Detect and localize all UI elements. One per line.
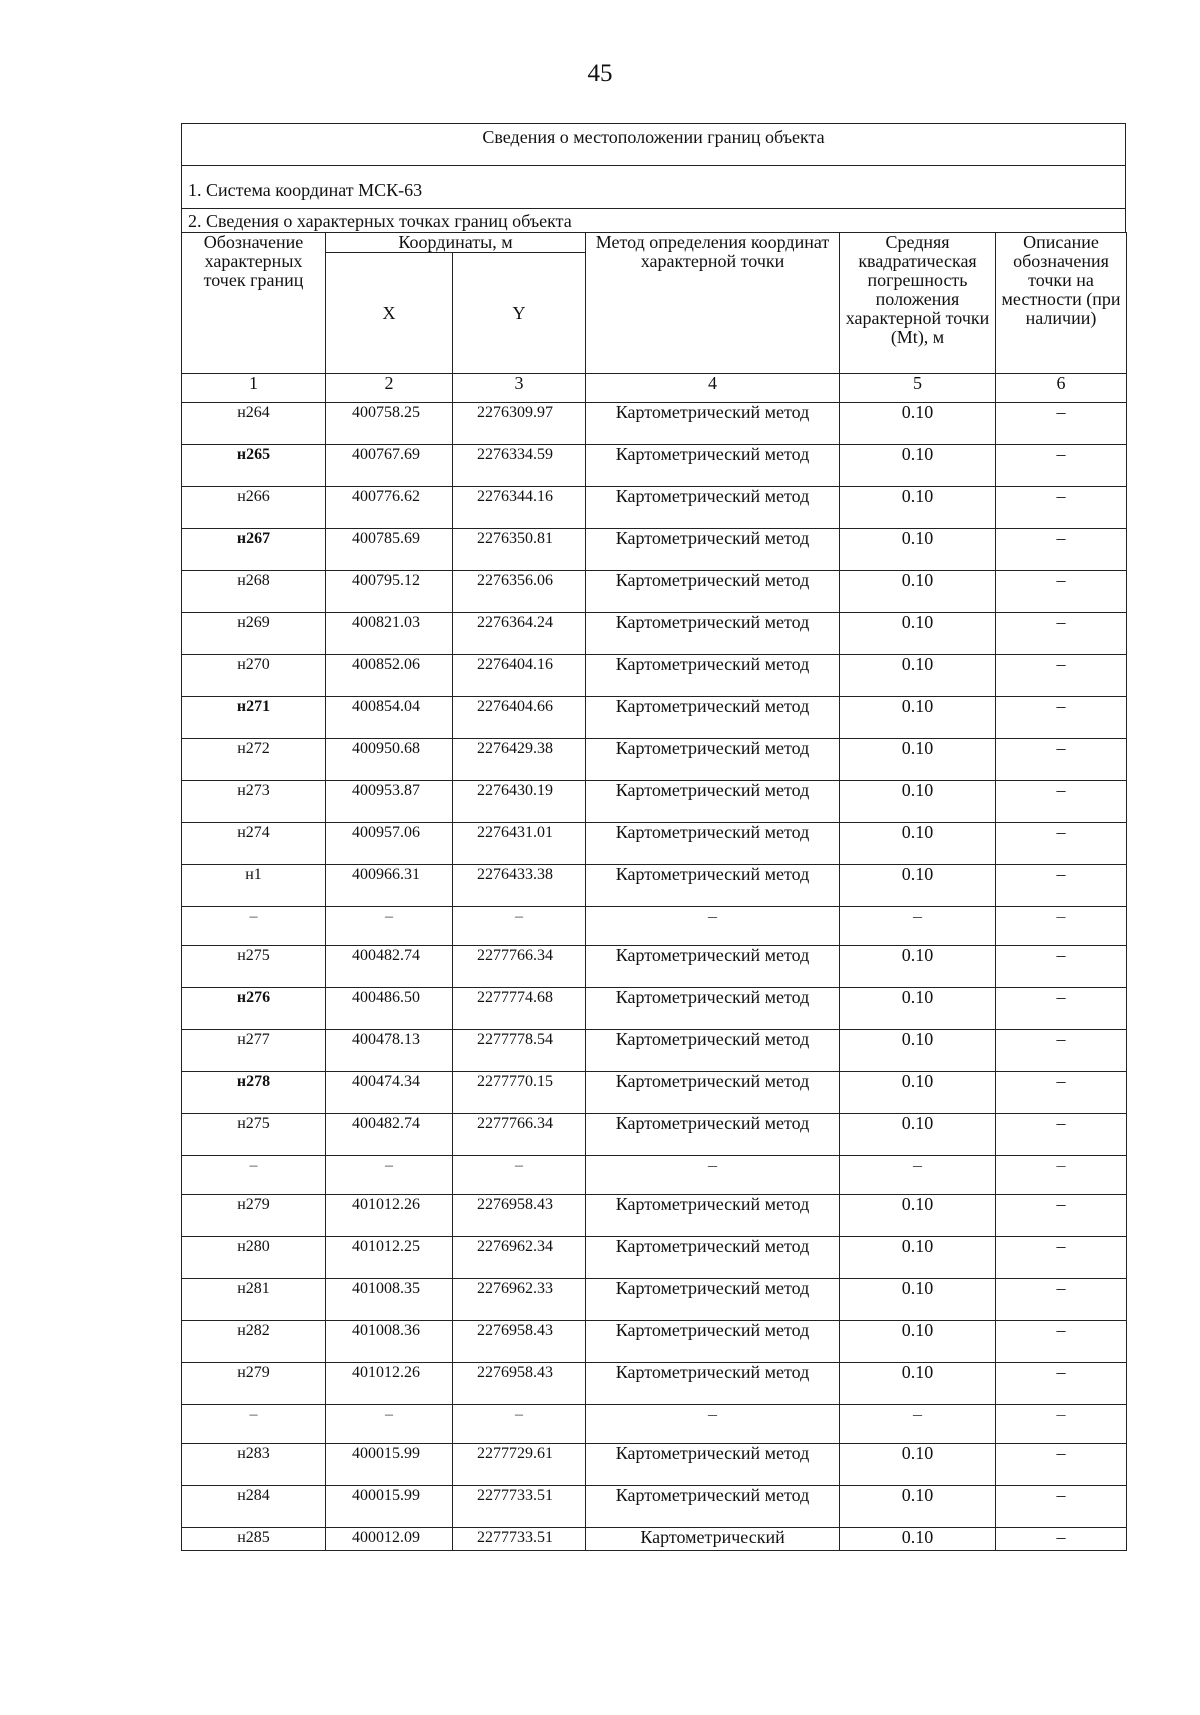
description-cell: – (996, 1030, 1127, 1072)
header-method: Метод определения координат характерной точки (586, 233, 840, 374)
point-code: н272 (182, 739, 326, 781)
method-cell: Картометрический метод (586, 1114, 840, 1156)
x-coordinate: – (326, 1156, 453, 1195)
x-coordinate: 401012.26 (326, 1195, 453, 1237)
point-code: н271 (182, 697, 326, 739)
table-row (182, 865, 1127, 907)
y-coordinate: 2276430.19 (453, 781, 586, 823)
method-cell: Картометрический метод (586, 487, 840, 529)
point-code: н267 (182, 529, 326, 571)
x-coordinate: 400482.74 (326, 1114, 453, 1156)
table-row (182, 1363, 1127, 1405)
error-value: 0.10 (840, 1321, 996, 1363)
method-cell: Картометрический метод (586, 445, 840, 487)
y-coordinate: 2276958.43 (453, 1363, 586, 1405)
col-number: 6 (996, 374, 1127, 403)
y-coordinate: 2276433.38 (453, 865, 586, 907)
point-code: н265 (182, 445, 326, 487)
table-row (182, 403, 1127, 445)
col-number: 1 (182, 374, 326, 403)
description-cell: – (996, 823, 1127, 865)
error-value: 0.10 (840, 403, 996, 445)
description-cell: – (996, 1528, 1127, 1551)
description-cell: – (996, 1114, 1127, 1156)
table-row (182, 571, 1127, 613)
y-coordinate: 2276958.43 (453, 1321, 586, 1363)
error-value: 0.10 (840, 739, 996, 781)
method-cell: Картометрический метод (586, 1237, 840, 1279)
description-cell: – (996, 655, 1127, 697)
y-coordinate: 2277778.54 (453, 1030, 586, 1072)
y-coordinate: 2277770.15 (453, 1072, 586, 1114)
error-value: 0.10 (840, 655, 996, 697)
method-cell: Картометрический (586, 1528, 840, 1551)
method-cell: Картометрический метод (586, 1195, 840, 1237)
point-code: – (182, 1405, 326, 1444)
x-coordinate: 400957.06 (326, 823, 453, 865)
header-error: Средняя квадратическая погрешность положения характерной точки (Mt), м (840, 233, 996, 374)
method-cell: Картометрический метод (586, 739, 840, 781)
x-coordinate: 400767.69 (326, 445, 453, 487)
y-coordinate: 2277766.34 (453, 946, 586, 988)
description-cell: – (996, 781, 1127, 823)
point-code: н283 (182, 1444, 326, 1486)
point-code: н274 (182, 823, 326, 865)
description-cell: – (996, 529, 1127, 571)
y-coordinate: – (453, 1156, 586, 1195)
description-cell: – (996, 571, 1127, 613)
method-cell: Картометрический метод (586, 1321, 840, 1363)
description-cell: – (996, 907, 1127, 946)
description-cell: – (996, 1321, 1127, 1363)
method-cell: – (586, 1156, 840, 1195)
error-value: 0.10 (840, 445, 996, 487)
x-coordinate: 400474.34 (326, 1072, 453, 1114)
x-coordinate: 400795.12 (326, 571, 453, 613)
table-row (182, 655, 1127, 697)
method-cell: Картометрический метод (586, 1030, 840, 1072)
y-coordinate: 2276962.33 (453, 1279, 586, 1321)
method-cell: Картометрический метод (586, 946, 840, 988)
point-code: – (182, 1156, 326, 1195)
x-coordinate: 400785.69 (326, 529, 453, 571)
points-section-line: 2. Сведения о характерных точках границ объекта (181, 208, 1126, 232)
separator-row (182, 907, 1127, 946)
column-number-row (182, 374, 1127, 403)
description-cell: – (996, 445, 1127, 487)
page-number: 45 (587, 60, 613, 87)
y-coordinate: 2276364.24 (453, 613, 586, 655)
table-row (182, 946, 1127, 988)
y-coordinate: 2277766.34 (453, 1114, 586, 1156)
method-cell: Картометрический метод (586, 1279, 840, 1321)
table-row (182, 1321, 1127, 1363)
point-code: н278 (182, 1072, 326, 1114)
error-value: – (840, 907, 996, 946)
table-row (182, 445, 1127, 487)
method-cell: Картометрический метод (586, 613, 840, 655)
error-value: 0.10 (840, 781, 996, 823)
method-cell: Картометрический метод (586, 823, 840, 865)
y-coordinate: 2276962.34 (453, 1237, 586, 1279)
table-row (182, 529, 1127, 571)
x-coordinate: 400966.31 (326, 865, 453, 907)
point-code: н279 (182, 1363, 326, 1405)
x-coordinate: 401012.26 (326, 1363, 453, 1405)
method-cell: Картометрический метод (586, 529, 840, 571)
coordinate-system-line: 1. Система координат МСК-63 (181, 165, 1126, 208)
y-coordinate: 2276309.97 (453, 403, 586, 445)
point-code: н266 (182, 487, 326, 529)
x-coordinate: 400482.74 (326, 946, 453, 988)
y-coordinate: 2276356.06 (453, 571, 586, 613)
boundary-table (181, 123, 1126, 1551)
x-coordinate: 401008.35 (326, 1279, 453, 1321)
error-value: 0.10 (840, 946, 996, 988)
point-code: н1 (182, 865, 326, 907)
point-code: н273 (182, 781, 326, 823)
method-cell: Картометрический метод (586, 697, 840, 739)
point-code: н275 (182, 1114, 326, 1156)
y-coordinate: 2276431.01 (453, 823, 586, 865)
error-value: 0.10 (840, 697, 996, 739)
col-number: 4 (586, 374, 840, 403)
point-code: н279 (182, 1195, 326, 1237)
table-row (182, 697, 1127, 739)
description-cell: – (996, 487, 1127, 529)
x-coordinate: 400758.25 (326, 403, 453, 445)
error-value: – (840, 1405, 996, 1444)
x-coordinate: 400953.87 (326, 781, 453, 823)
error-value: 0.10 (840, 988, 996, 1030)
method-cell: Картометрический метод (586, 655, 840, 697)
error-value: 0.10 (840, 487, 996, 529)
point-code: н281 (182, 1279, 326, 1321)
description-cell: – (996, 1486, 1127, 1528)
col-number: 5 (840, 374, 996, 403)
description-cell: – (996, 697, 1127, 739)
point-code: н280 (182, 1237, 326, 1279)
method-cell: – (586, 1405, 840, 1444)
y-coordinate: 2276334.59 (453, 445, 586, 487)
y-coordinate: 2276429.38 (453, 739, 586, 781)
table-row (182, 1486, 1127, 1528)
error-value: – (840, 1156, 996, 1195)
method-cell: Картометрический метод (586, 571, 840, 613)
method-cell: Картометрический метод (586, 403, 840, 445)
error-value: 0.10 (840, 1072, 996, 1114)
method-cell: Картометрический метод (586, 1486, 840, 1528)
x-coordinate: 400821.03 (326, 613, 453, 655)
method-cell: – (586, 907, 840, 946)
x-coordinate: 400012.09 (326, 1528, 453, 1551)
x-coordinate: 400776.62 (326, 487, 453, 529)
error-value: 0.10 (840, 1030, 996, 1072)
point-code: – (182, 907, 326, 946)
error-value: 0.10 (840, 529, 996, 571)
y-coordinate: 2277733.51 (453, 1528, 586, 1551)
method-cell: Картометрический метод (586, 1072, 840, 1114)
point-code: н282 (182, 1321, 326, 1363)
description-cell: – (996, 1156, 1127, 1195)
error-value: 0.10 (840, 823, 996, 865)
x-coordinate: 400852.06 (326, 655, 453, 697)
x-coordinate: – (326, 907, 453, 946)
y-coordinate: 2277729.61 (453, 1444, 586, 1486)
point-code: н268 (182, 571, 326, 613)
table-title: Сведения о местоположении границ объекта (181, 123, 1126, 165)
y-coordinate: – (453, 1405, 586, 1444)
table-row (182, 781, 1127, 823)
error-value: 0.10 (840, 571, 996, 613)
table-row (182, 823, 1127, 865)
y-coordinate: 2276404.16 (453, 655, 586, 697)
description-cell: – (996, 403, 1127, 445)
error-value: 0.10 (840, 1195, 996, 1237)
table-row (182, 487, 1127, 529)
description-cell: – (996, 1072, 1127, 1114)
y-coordinate: 2277774.68 (453, 988, 586, 1030)
table-row (182, 1528, 1127, 1551)
method-cell: Картометрический метод (586, 865, 840, 907)
x-coordinate: – (326, 1405, 453, 1444)
description-cell: – (996, 1195, 1127, 1237)
method-cell: Картометрический метод (586, 781, 840, 823)
separator-row (182, 1405, 1127, 1444)
x-coordinate: 400950.68 (326, 739, 453, 781)
y-coordinate: 2277733.51 (453, 1486, 586, 1528)
description-cell: – (996, 1405, 1127, 1444)
table-row (182, 1279, 1127, 1321)
x-coordinate: 400478.13 (326, 1030, 453, 1072)
col-number: 2 (326, 374, 453, 403)
y-coordinate: 2276958.43 (453, 1195, 586, 1237)
table-row (182, 1072, 1127, 1114)
description-cell: – (996, 613, 1127, 655)
description-cell: – (996, 988, 1127, 1030)
method-cell: Картометрический метод (586, 1363, 840, 1405)
point-code: н276 (182, 988, 326, 1030)
header-y: Y (453, 253, 586, 374)
description-cell: – (996, 865, 1127, 907)
table-row (182, 1237, 1127, 1279)
x-coordinate: 401012.25 (326, 1237, 453, 1279)
error-value: 0.10 (840, 865, 996, 907)
y-coordinate: – (453, 907, 586, 946)
table-row (182, 739, 1127, 781)
table-row (182, 1114, 1127, 1156)
header-x: X (326, 253, 453, 374)
error-value: 0.10 (840, 1486, 996, 1528)
x-coordinate: 400854.04 (326, 697, 453, 739)
y-coordinate: 2276350.81 (453, 529, 586, 571)
y-coordinate: 2276404.66 (453, 697, 586, 739)
description-cell: – (996, 946, 1127, 988)
error-value: 0.10 (840, 613, 996, 655)
point-code: н275 (182, 946, 326, 988)
header-description: Описание обозначения точки на местности (при наличии) (996, 233, 1127, 374)
point-code: н264 (182, 403, 326, 445)
error-value: 0.10 (840, 1528, 996, 1551)
col-number: 3 (453, 374, 586, 403)
point-code: н269 (182, 613, 326, 655)
x-coordinate: 400015.99 (326, 1444, 453, 1486)
error-value: 0.10 (840, 1444, 996, 1486)
table-row (182, 1444, 1127, 1486)
error-value: 0.10 (840, 1237, 996, 1279)
description-cell: – (996, 1279, 1127, 1321)
table-row (182, 1030, 1127, 1072)
y-coordinate: 2276344.16 (453, 487, 586, 529)
description-cell: – (996, 1363, 1127, 1405)
error-value: 0.10 (840, 1363, 996, 1405)
method-cell: Картометрический метод (586, 1444, 840, 1486)
x-coordinate: 400015.99 (326, 1486, 453, 1528)
point-code: н270 (182, 655, 326, 697)
error-value: 0.10 (840, 1114, 996, 1156)
table-row (182, 1195, 1127, 1237)
x-coordinate: 400486.50 (326, 988, 453, 1030)
header-coordinates: Координаты, м (326, 233, 586, 253)
error-value: 0.10 (840, 1279, 996, 1321)
table-row (182, 613, 1127, 655)
separator-row (182, 1156, 1127, 1195)
header-point-designation: Обозначение характерных точек границ (182, 233, 326, 374)
description-cell: – (996, 1444, 1127, 1486)
point-code: н277 (182, 1030, 326, 1072)
table-row (182, 988, 1127, 1030)
description-cell: – (996, 1237, 1127, 1279)
x-coordinate: 401008.36 (326, 1321, 453, 1363)
points-grid (181, 232, 1127, 1551)
point-code: н285 (182, 1528, 326, 1551)
description-cell: – (996, 739, 1127, 781)
method-cell: Картометрический метод (586, 988, 840, 1030)
point-code: н284 (182, 1486, 326, 1528)
